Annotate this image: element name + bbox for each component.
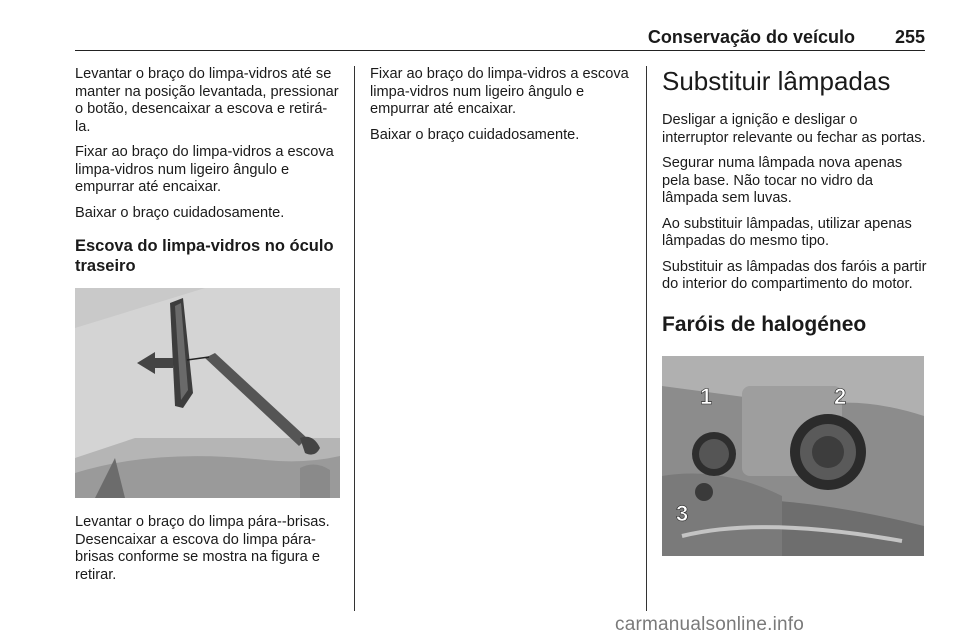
section-title: Conservação do veículo [647,27,855,47]
column-divider [354,66,355,611]
paragraph: Fixar ao braço do limpa-vidros a escova limpa-vidros num ligeiro ângulo e empurrar até encaixar. [370,66,629,117]
column-divider [646,66,647,611]
callout-1: 1 [700,383,713,409]
paragraph: Levantar o braço do limpa-vidros até se manter na posição levantada, pressionar o botão, desencaixar a escova e retirá-la. [75,66,339,135]
paragraph: Desligar a ignição e desligar o interruptor relevante ou fechar as portas. [662,112,926,146]
paragraph: Fixar ao braço do limpa-vidros a escova limpa-vidros num ligeiro ângulo e empurrar até encaixar. [75,144,334,195]
column-left [75,66,340,592]
section-heading: Escova do limpa-vidros no óculo traseiro [75,237,334,275]
paragraph: Levantar o braço do limpa pára--brisas. Desencaixar a escova do limpa pára-brisas conforme se mostra na figura e retirar. [75,514,330,583]
paragraph: Baixar o braço cuidadosamente. [75,204,285,221]
halogen-headlamp-illustration [662,356,924,556]
rear-wiper-illustration [75,288,340,498]
watermark: carmanualsonline.info [615,614,805,635]
paragraph: Baixar o braço cuidadosamente. [370,126,580,143]
paragraph: Substituir as lâmpadas dos faróis a partir do interior do compartimento do motor. [662,258,927,292]
paragraph: Ao substituir lâmpadas, utilizar apenas lâmpadas do mesmo tipo. [662,215,912,249]
column-middle [370,66,630,152]
callout-3: 3 [676,500,689,526]
section-heading: Substituir lâmpadas [662,66,891,96]
callout-2: 2 [834,383,847,409]
paragraph: Segurar numa lâmpada nova apenas pela base. Não tocar no vidro da lâmpada sem luvas. [662,155,903,206]
column-right [662,66,927,556]
page-header [75,28,925,51]
subsection-heading: Faróis de halogéneo [662,312,867,336]
page-number: 255 [894,27,925,47]
